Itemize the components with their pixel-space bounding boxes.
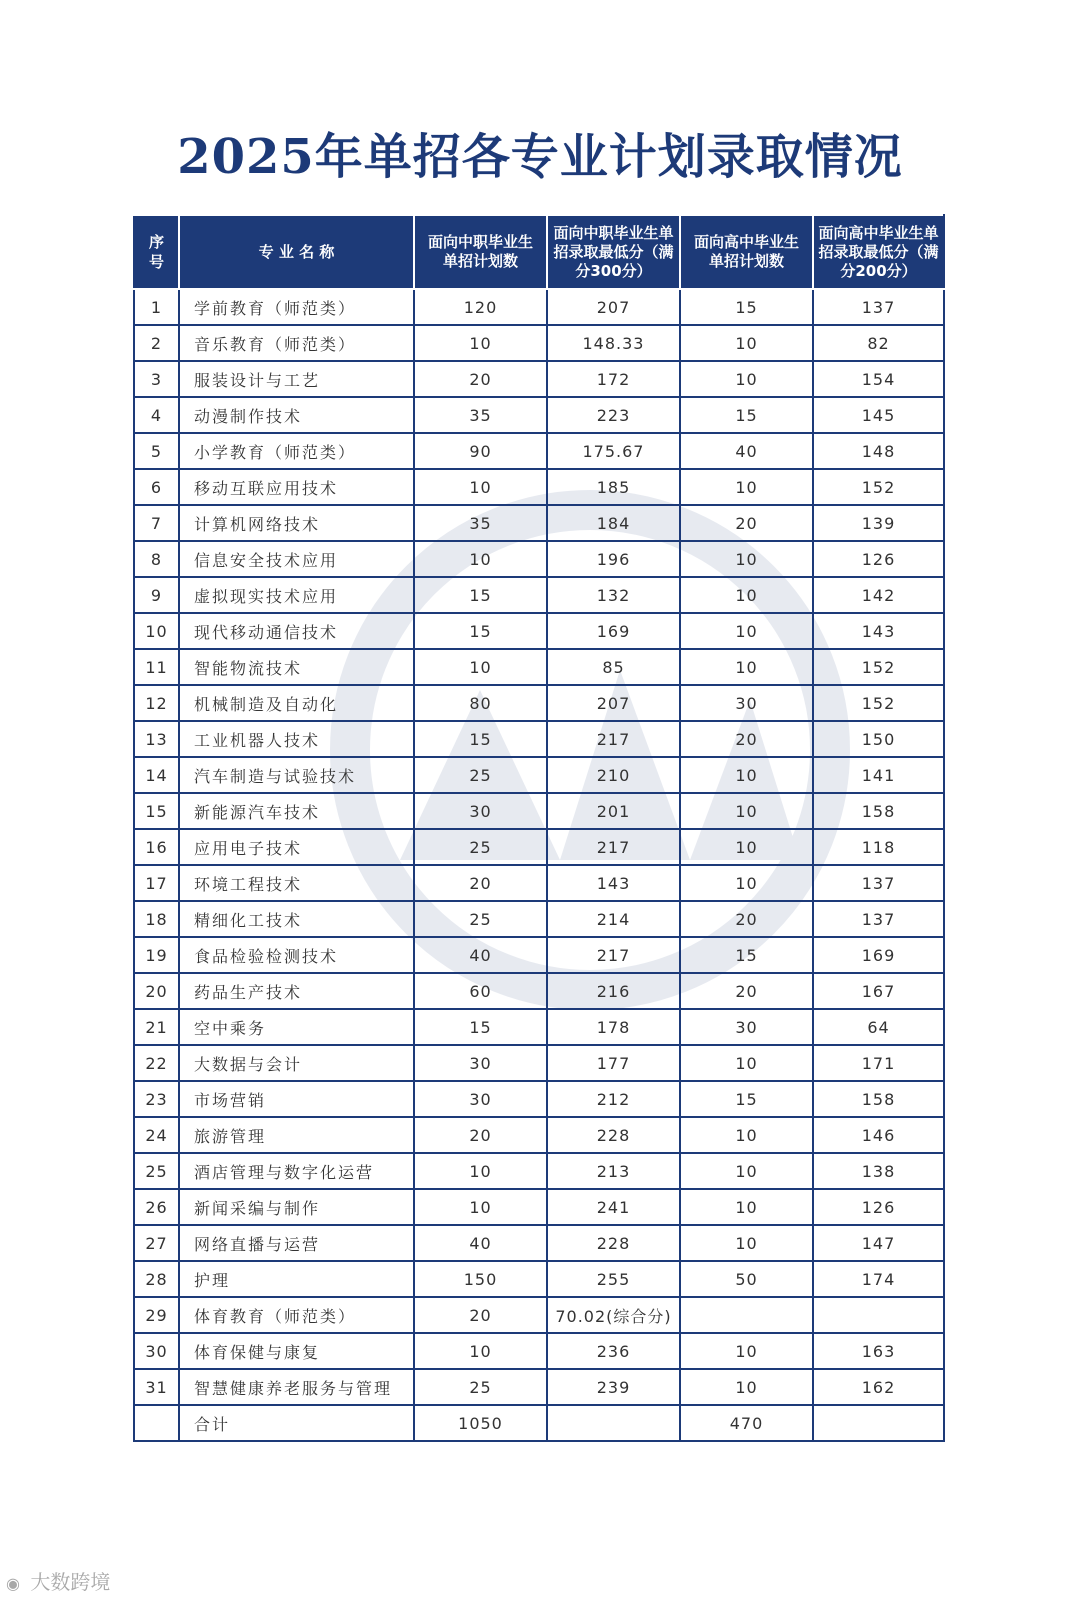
cell-zz-min-score: 217: [547, 829, 680, 865]
cell-major-name: 机械制造及自动化: [179, 685, 414, 721]
cell-seq: 7: [134, 505, 179, 541]
header-gz-min: 面向高中毕业生单招录取最低分（满分200分）: [813, 215, 944, 289]
cell-zz-plan: 10: [414, 1333, 547, 1369]
table-row: [134, 325, 944, 361]
cell-gz-min-score: 64: [813, 1009, 944, 1045]
cell-zz-plan: 40: [414, 937, 547, 973]
cell-seq: 17: [134, 865, 179, 901]
cell-gz-min-score: 141: [813, 757, 944, 793]
cell-zz-plan: 15: [414, 613, 547, 649]
cell-seq: 9: [134, 577, 179, 613]
cell-gz-plan: 10: [680, 469, 813, 505]
cell-major-name: 汽车制造与试验技术: [179, 757, 414, 793]
table-row: [134, 289, 944, 325]
cell-major-name: 空中乘务: [179, 1009, 414, 1045]
cell-zz-min-score: 241: [547, 1189, 680, 1225]
cell-gz-min-score: 162: [813, 1369, 944, 1405]
cell-gz-plan: 10: [680, 613, 813, 649]
cell-gz-plan: 10: [680, 649, 813, 685]
table-body: [134, 289, 944, 1441]
table-row: [134, 865, 944, 901]
cell-gz-min-score: 147: [813, 1225, 944, 1261]
cell-gz-plan: 20: [680, 505, 813, 541]
cell-seq: 24: [134, 1117, 179, 1153]
cell-gz-min-score: 126: [813, 541, 944, 577]
cell-major-name: 体育教育（师范类）: [179, 1297, 414, 1333]
cell-gz-plan: 10: [680, 1369, 813, 1405]
cell-gz-plan: 10: [680, 541, 813, 577]
cell-seq: 26: [134, 1189, 179, 1225]
cell-seq: 28: [134, 1261, 179, 1297]
cell-zz-min-score: 196: [547, 541, 680, 577]
cell-zz-plan: 30: [414, 1045, 547, 1081]
cell-seq: 6: [134, 469, 179, 505]
table-row: [134, 505, 944, 541]
cell-zz-min-score: 85: [547, 649, 680, 685]
cell-seq: [134, 1405, 179, 1441]
cell-gz-plan: 470: [680, 1405, 813, 1441]
cell-gz-min-score: 169: [813, 937, 944, 973]
table-row: [134, 1405, 944, 1441]
cell-gz-min-score: 150: [813, 721, 944, 757]
cell-zz-min-score: 148.33: [547, 325, 680, 361]
cell-major-name: 信息安全技术应用: [179, 541, 414, 577]
cell-seq: 2: [134, 325, 179, 361]
cell-gz-plan: 10: [680, 1153, 813, 1189]
cell-zz-min-score: [547, 1405, 680, 1441]
cell-gz-min-score: [813, 1297, 944, 1333]
cell-zz-min-score: 175.67: [547, 433, 680, 469]
table-row: [134, 1333, 944, 1369]
cell-gz-plan: 10: [680, 757, 813, 793]
cell-gz-min-score: 138: [813, 1153, 944, 1189]
cell-major-name: 智慧健康养老服务与管理: [179, 1369, 414, 1405]
cell-gz-min-score: 139: [813, 505, 944, 541]
table-row: [134, 793, 944, 829]
table-row: [134, 433, 944, 469]
cell-gz-min-score: 148: [813, 433, 944, 469]
cell-major-name: 护理: [179, 1261, 414, 1297]
cell-zz-min-score: 70.02(综合分): [547, 1297, 680, 1333]
table-row: [134, 1009, 944, 1045]
cell-gz-min-score: 167: [813, 973, 944, 1009]
cell-major-name: 智能物流技术: [179, 649, 414, 685]
cell-gz-min-score: 171: [813, 1045, 944, 1081]
cell-seq: 11: [134, 649, 179, 685]
cell-gz-min-score: 152: [813, 649, 944, 685]
cell-zz-plan: 30: [414, 793, 547, 829]
cell-zz-min-score: 228: [547, 1117, 680, 1153]
cell-gz-plan: 10: [680, 1225, 813, 1261]
cell-major-name: 计算机网络技术: [179, 505, 414, 541]
cell-zz-plan: 10: [414, 541, 547, 577]
cell-gz-plan: 10: [680, 1117, 813, 1153]
cell-seq: 18: [134, 901, 179, 937]
cell-gz-plan: 10: [680, 1333, 813, 1369]
cell-zz-plan: 90: [414, 433, 547, 469]
table-row: [134, 937, 944, 973]
cell-gz-min-score: 143: [813, 613, 944, 649]
table-row: [134, 1369, 944, 1405]
cell-major-name: 服装设计与工艺: [179, 361, 414, 397]
cell-seq: 20: [134, 973, 179, 1009]
cell-gz-min-score: 163: [813, 1333, 944, 1369]
footer-watermark-text: 大数跨境: [30, 1570, 111, 1594]
cell-seq: 10: [134, 613, 179, 649]
cell-zz-min-score: 207: [547, 289, 680, 325]
cell-gz-min-score: 158: [813, 1081, 944, 1117]
table-row: [134, 685, 944, 721]
cell-major-name: 市场营销: [179, 1081, 414, 1117]
cell-gz-plan: 10: [680, 829, 813, 865]
cell-zz-min-score: 178: [547, 1009, 680, 1045]
cell-gz-min-score: 146: [813, 1117, 944, 1153]
cell-gz-plan: 10: [680, 325, 813, 361]
cell-zz-plan: 1050: [414, 1405, 547, 1441]
cell-seq: 30: [134, 1333, 179, 1369]
cell-zz-plan: 20: [414, 361, 547, 397]
cell-zz-min-score: 213: [547, 1153, 680, 1189]
cell-gz-min-score: 142: [813, 577, 944, 613]
cell-zz-plan: 10: [414, 325, 547, 361]
cell-zz-min-score: 236: [547, 1333, 680, 1369]
cell-major-name: 网络直播与运营: [179, 1225, 414, 1261]
cell-zz-min-score: 223: [547, 397, 680, 433]
admission-table: [133, 214, 945, 1442]
cell-zz-plan: 150: [414, 1261, 547, 1297]
cell-zz-min-score: 207: [547, 685, 680, 721]
cell-major-name: 新能源汽车技术: [179, 793, 414, 829]
cell-zz-min-score: 143: [547, 865, 680, 901]
cell-seq: 12: [134, 685, 179, 721]
cell-gz-min-score: 118: [813, 829, 944, 865]
table-row: [134, 1225, 944, 1261]
cell-gz-plan: 15: [680, 397, 813, 433]
cell-gz-min-score: 152: [813, 685, 944, 721]
cell-major-name: 工业机器人技术: [179, 721, 414, 757]
cell-seq: 16: [134, 829, 179, 865]
cell-gz-plan: 10: [680, 865, 813, 901]
cell-major-name: 合计: [179, 1405, 414, 1441]
cell-zz-plan: 35: [414, 505, 547, 541]
cell-zz-min-score: 201: [547, 793, 680, 829]
cell-seq: 22: [134, 1045, 179, 1081]
table-row: [134, 1297, 944, 1333]
cell-major-name: 新闻采编与制作: [179, 1189, 414, 1225]
page-title: 2025年单招各专业计划录取情况: [177, 129, 903, 185]
cell-major-name: 虚拟现实技术应用: [179, 577, 414, 613]
cell-gz-min-score: 154: [813, 361, 944, 397]
cell-zz-plan: 30: [414, 1081, 547, 1117]
table-row: [134, 469, 944, 505]
cell-zz-min-score: 212: [547, 1081, 680, 1117]
table-header-row: [134, 215, 944, 289]
table-row: [134, 901, 944, 937]
cell-gz-min-score: 82: [813, 325, 944, 361]
cell-seq: 8: [134, 541, 179, 577]
cell-zz-plan: 15: [414, 721, 547, 757]
table-row: [134, 361, 944, 397]
cell-seq: 13: [134, 721, 179, 757]
cell-gz-min-score: 152: [813, 469, 944, 505]
table-row: [134, 541, 944, 577]
cell-gz-min-score: [813, 1405, 944, 1441]
cell-gz-plan: 15: [680, 1081, 813, 1117]
cell-seq: 5: [134, 433, 179, 469]
cell-gz-plan: 10: [680, 361, 813, 397]
table-row: [134, 973, 944, 1009]
cell-major-name: 旅游管理: [179, 1117, 414, 1153]
table-row: [134, 1261, 944, 1297]
cell-zz-plan: 25: [414, 1369, 547, 1405]
cell-zz-plan: 25: [414, 901, 547, 937]
cell-gz-min-score: 174: [813, 1261, 944, 1297]
cell-gz-plan: 20: [680, 973, 813, 1009]
cell-zz-plan: 10: [414, 649, 547, 685]
cell-gz-min-score: 158: [813, 793, 944, 829]
cell-zz-min-score: 228: [547, 1225, 680, 1261]
cell-zz-plan: 15: [414, 1009, 547, 1045]
cell-zz-min-score: 210: [547, 757, 680, 793]
cell-seq: 15: [134, 793, 179, 829]
cell-major-name: 动漫制作技术: [179, 397, 414, 433]
cell-zz-plan: 80: [414, 685, 547, 721]
cell-gz-plan: 30: [680, 685, 813, 721]
cell-zz-min-score: 217: [547, 721, 680, 757]
cell-gz-plan: 10: [680, 577, 813, 613]
cell-zz-plan: 15: [414, 577, 547, 613]
header-gz-plan: 面向高中毕业生单招计划数: [680, 215, 813, 289]
table-row: [134, 829, 944, 865]
cell-seq: 29: [134, 1297, 179, 1333]
cell-gz-plan: 15: [680, 289, 813, 325]
table-row: [134, 1045, 944, 1081]
cell-zz-plan: 25: [414, 757, 547, 793]
cell-gz-plan: 10: [680, 1045, 813, 1081]
cell-zz-min-score: 185: [547, 469, 680, 505]
cell-zz-plan: 10: [414, 1153, 547, 1189]
admission-table-container: [133, 214, 945, 1442]
cell-gz-plan: 15: [680, 937, 813, 973]
cell-gz-min-score: 137: [813, 865, 944, 901]
cell-zz-min-score: 216: [547, 973, 680, 1009]
cell-gz-plan: 40: [680, 433, 813, 469]
cell-zz-plan: 60: [414, 973, 547, 1009]
cell-seq: 14: [134, 757, 179, 793]
cell-zz-min-score: 255: [547, 1261, 680, 1297]
cell-zz-plan: 25: [414, 829, 547, 865]
footer-watermark: [6, 1566, 110, 1595]
cell-major-name: 环境工程技术: [179, 865, 414, 901]
cell-zz-min-score: 214: [547, 901, 680, 937]
cell-zz-plan: 10: [414, 469, 547, 505]
cell-seq: 31: [134, 1369, 179, 1405]
cell-gz-plan: [680, 1297, 813, 1333]
table-row: [134, 1189, 944, 1225]
cell-major-name: 小学教育（师范类）: [179, 433, 414, 469]
cell-gz-plan: 10: [680, 1189, 813, 1225]
cell-major-name: 移动互联应用技术: [179, 469, 414, 505]
cell-zz-plan: 35: [414, 397, 547, 433]
table-row: [134, 613, 944, 649]
cell-seq: 4: [134, 397, 179, 433]
cell-zz-min-score: 177: [547, 1045, 680, 1081]
cell-seq: 19: [134, 937, 179, 973]
cell-major-name: 体育保健与康复: [179, 1333, 414, 1369]
cell-zz-min-score: 184: [547, 505, 680, 541]
table-row: [134, 397, 944, 433]
cell-gz-min-score: 137: [813, 289, 944, 325]
table-row: [134, 1117, 944, 1153]
cell-zz-plan: 40: [414, 1225, 547, 1261]
cell-major-name: 大数据与会计: [179, 1045, 414, 1081]
cell-gz-min-score: 126: [813, 1189, 944, 1225]
cell-gz-min-score: 145: [813, 397, 944, 433]
cell-zz-min-score: 172: [547, 361, 680, 397]
cell-zz-plan: 20: [414, 865, 547, 901]
header-name: 专 业 名 称: [179, 215, 414, 289]
cell-gz-plan: 10: [680, 793, 813, 829]
cell-gz-plan: 20: [680, 901, 813, 937]
cell-zz-plan: 20: [414, 1297, 547, 1333]
cell-major-name: 精细化工技术: [179, 901, 414, 937]
header-zz-min: 面向中职毕业生单招录取最低分（满分300分）: [547, 215, 680, 289]
table-row: [134, 1153, 944, 1189]
table-row: [134, 721, 944, 757]
cell-major-name: 药品生产技术: [179, 973, 414, 1009]
cell-seq: 1: [134, 289, 179, 325]
cell-seq: 23: [134, 1081, 179, 1117]
cell-zz-min-score: 132: [547, 577, 680, 613]
table-row: [134, 1081, 944, 1117]
cell-zz-min-score: 217: [547, 937, 680, 973]
cell-seq: 21: [134, 1009, 179, 1045]
cell-major-name: 应用电子技术: [179, 829, 414, 865]
cell-seq: 27: [134, 1225, 179, 1261]
table-row: [134, 649, 944, 685]
cell-zz-plan: 120: [414, 289, 547, 325]
cell-gz-plan: 20: [680, 721, 813, 757]
cell-major-name: 现代移动通信技术: [179, 613, 414, 649]
cell-major-name: 食品检验检测技术: [179, 937, 414, 973]
weibo-icon: ◉: [6, 1574, 20, 1593]
cell-major-name: 学前教育（师范类）: [179, 289, 414, 325]
cell-zz-plan: 10: [414, 1189, 547, 1225]
cell-zz-min-score: 169: [547, 613, 680, 649]
cell-seq: 25: [134, 1153, 179, 1189]
cell-major-name: 酒店管理与数字化运营: [179, 1153, 414, 1189]
cell-gz-plan: 50: [680, 1261, 813, 1297]
cell-major-name: 音乐教育（师范类）: [179, 325, 414, 361]
cell-seq: 3: [134, 361, 179, 397]
table-row: [134, 757, 944, 793]
cell-zz-min-score: 239: [547, 1369, 680, 1405]
table-row: [134, 577, 944, 613]
header-seq: 序号: [134, 215, 179, 289]
cell-gz-min-score: 137: [813, 901, 944, 937]
cell-zz-plan: 20: [414, 1117, 547, 1153]
cell-gz-plan: 30: [680, 1009, 813, 1045]
header-zz-plan: 面向中职毕业生单招计划数: [414, 215, 547, 289]
